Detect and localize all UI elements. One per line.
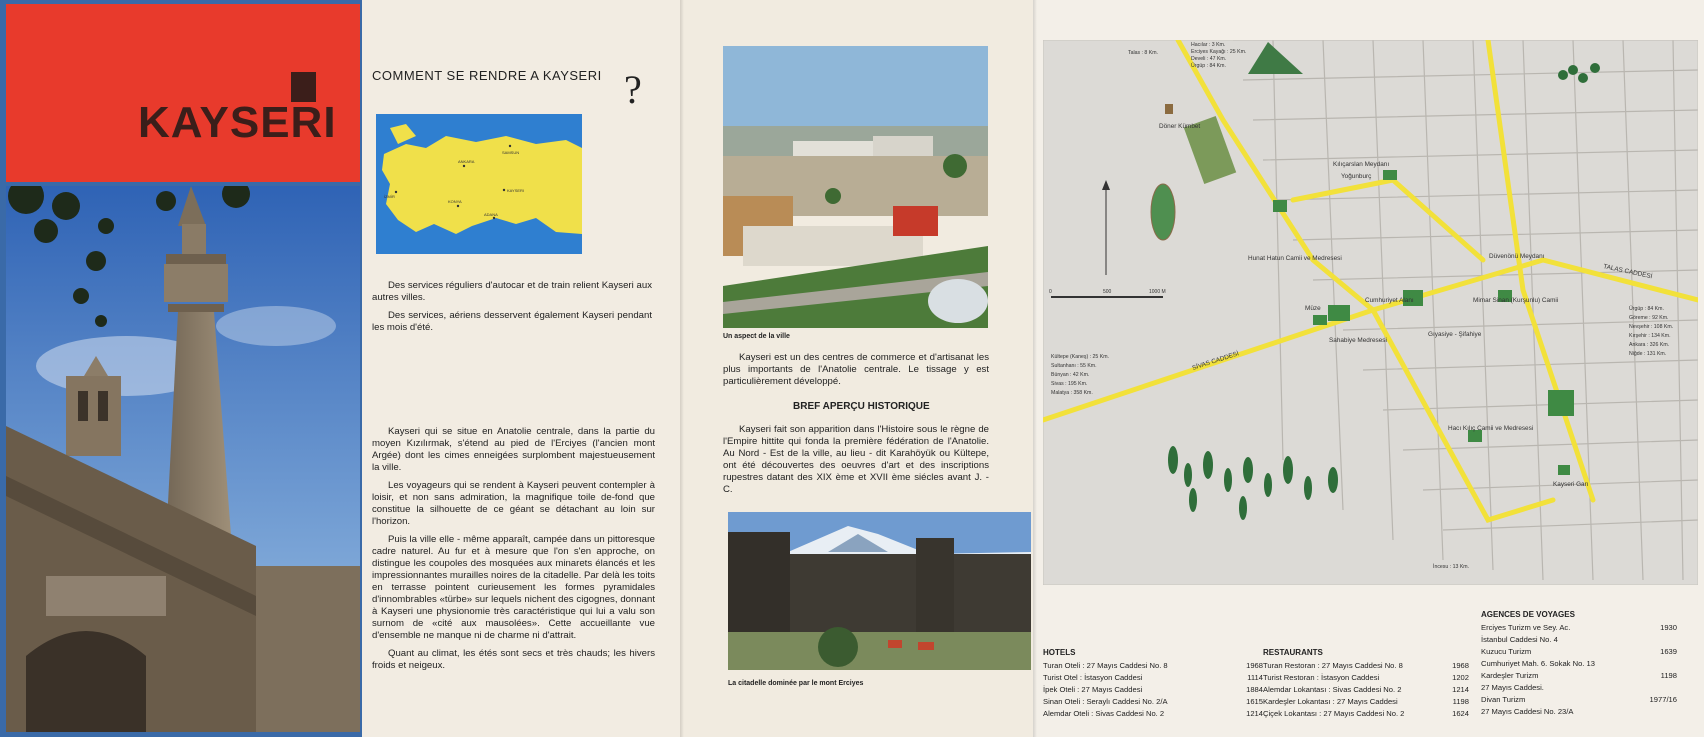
list-item — [1263, 685, 1469, 697]
distance-left-1: Sultanhanı : 55 Km. — [1051, 363, 1097, 369]
agency-phone: 1977/16 — [1649, 695, 1677, 704]
map-label-samsun: SAMSUN — [502, 150, 520, 155]
hotel-name: İpek Oteli : 27 Mayıs Caddesi — [1043, 685, 1143, 694]
map-panel — [1033, 0, 1704, 737]
hotels-heading: HOTELS — [1043, 648, 1076, 657]
map-label-adana: ADANA — [484, 212, 498, 217]
map-label-gar: Kayseri Garı — [1553, 481, 1589, 488]
distance-left-4: Malatya : 358 Km. — [1051, 390, 1093, 396]
agencies-heading: AGENCES DE VOYAGES — [1481, 610, 1575, 619]
description-paragraph: Kayseri qui se situe en Anatolie centrale, dans la partie du moyen Kızılırmak, s'étend au pied de l'Erciyes (l'ancien mont Argée) dont les cimes enneigées surplombent majestueusement la ville. — [372, 426, 655, 473]
agency-name: Divan Turizm — [1481, 695, 1526, 704]
list-item — [1263, 709, 1469, 721]
list-item — [1043, 661, 1263, 673]
scale-label-end: 1000 M — [1149, 289, 1166, 295]
list-item — [1263, 697, 1469, 709]
agency-name: Kardeşler Turizm — [1481, 671, 1539, 680]
list-item — [1481, 635, 1677, 647]
commerce-text — [723, 352, 989, 394]
map-label-konya: KONYA — [448, 199, 462, 204]
description-paragraph: Quant au climat, les étés sont secs et très chauds; les hivers froids et neigeux. — [372, 648, 655, 671]
hotel-phone: 1968 — [1246, 661, 1263, 670]
city-photo-caption: Un aspect de la ville — [723, 333, 790, 340]
distance-top-4: Ürgüp : 84 Km. — [1191, 63, 1226, 69]
distance-right-2: Nevşehir : 108 Km. — [1629, 324, 1674, 330]
list-item — [1481, 683, 1677, 695]
scale-label-0: 0 — [1049, 289, 1052, 295]
list-item — [1043, 673, 1263, 685]
list-item — [1043, 697, 1263, 709]
list-item — [1263, 661, 1469, 673]
description-text — [372, 426, 655, 678]
commerce-paragraph: Kayseri est un des centres de commerce et d'artisanat les plus importants de l'Anatolie centrale. Le tissage y est particulièrement développé. — [723, 352, 989, 387]
citadel-photo-caption: La citadelle dominée par le mont Erciyes — [728, 680, 864, 687]
cover-panel — [0, 0, 362, 737]
restaurant-phone: 1968 — [1452, 661, 1469, 670]
map-label-yogunburc: Yoğunburç — [1341, 173, 1372, 180]
list-item — [1481, 707, 1677, 719]
history-heading: BREF APERÇU HISTORIQUE — [793, 401, 930, 412]
map-label-kilicarslan: Kılıçarslan Meydanı — [1333, 161, 1390, 168]
distance-right-5: Niğde : 131 Km. — [1629, 351, 1667, 357]
map-label-muze: Müze — [1305, 305, 1321, 312]
restaurant-name: Alemdar Lokantası : Sivas Caddesi No. 2 — [1263, 685, 1402, 694]
list-item — [1481, 647, 1677, 659]
map-label-sahabiye: Sahabiye Medresesi — [1329, 337, 1387, 344]
hotel-name: Alemdar Oteli : Sivas Caddesi No. 2 — [1043, 709, 1165, 718]
distance-bottom: İncesu : 13 Km. — [1433, 564, 1470, 570]
agency-phone: 1639 — [1660, 647, 1677, 656]
distance-left-3: Sivas : 195 Km. — [1051, 381, 1088, 387]
map-label-doner-kumbet: Döner Kümbet — [1159, 123, 1201, 130]
map-label-izmir: İZMİR — [384, 194, 395, 199]
transport-paragraph: Des services réguliers d'autocar et de train relient Kayseri aux autres villes. — [372, 280, 652, 303]
restaurants-list — [1263, 648, 1469, 721]
history-paragraph: Kayseri fait son apparition dans l'Histoire sous le règne de l'Empire hittite qui fonda la première fédération de l'Anatolie. Au Nord - Est de la ville, au lieu - dit Karahöyük ou Kültepe, ont été découvertes des oeuvres d'art et des inscriptions rupestres datant des XIX ème et XVII ème siécles avant J. - C. — [723, 424, 989, 495]
distance-top-3: Develi : 47 Km. — [1191, 56, 1227, 62]
history-panel — [680, 0, 1033, 737]
distance-right-3: Kırşehir : 134 Km. — [1629, 333, 1671, 339]
restaurant-phone: 1214 — [1452, 685, 1469, 694]
scale-label-mid: 500 — [1103, 289, 1112, 295]
map-label-cumhuriyet: Cumhuriyet Alanı — [1365, 297, 1414, 304]
restaurants-heading: RESTAURANTS — [1263, 648, 1323, 657]
restaurant-name: Çiçek Lokantası : 27 Mayıs Caddesi No. 2 — [1263, 709, 1405, 718]
agencies-list — [1481, 610, 1677, 719]
distance-right-0: Ürgüp : 84 Km. — [1629, 306, 1664, 312]
agency-name: İstanbul Caddesi No. 4 — [1481, 635, 1558, 644]
list-item — [1263, 673, 1469, 685]
agency-phone: 1930 — [1660, 623, 1677, 632]
hotel-phone: 1214 — [1246, 709, 1263, 718]
agency-name: Cumhuriyet Mah. 6. Sokak No. 13 — [1481, 659, 1595, 668]
agency-name: Kuzucu Turizm — [1481, 647, 1532, 656]
distance-top-1: Hacılar : 3 Km. — [1191, 42, 1226, 48]
list-item — [1043, 685, 1263, 697]
distance-right-4: Ankara : 326 Km. — [1629, 342, 1670, 348]
hotel-phone: 1884 — [1246, 685, 1263, 694]
access-heading: COMMENT SE RENDRE A KAYSERI — [372, 68, 602, 83]
agency-phone: 1198 — [1660, 671, 1677, 680]
hotel-phone: 1114 — [1247, 673, 1263, 682]
restaurant-phone: 1624 — [1452, 709, 1469, 718]
map-label-haci-kilic: Hacı Kılıç Camii ve Medresesi — [1448, 425, 1534, 432]
hotels-list — [1043, 648, 1263, 721]
restaurant-name: Turan Restoran : 27 Mayıs Caddesi No. 8 — [1263, 661, 1403, 670]
hotel-name: Turan Oteli : 27 Mayıs Caddesi No. 8 — [1043, 661, 1168, 670]
map-label-talas-road: TALAS CADDESİ — [1602, 263, 1653, 281]
list-item — [1481, 695, 1677, 707]
map-label-duvenonu: Düvenönü Meydanı — [1489, 253, 1545, 260]
map-label-giyasiye: Gıyasiye - Şifahiye — [1428, 331, 1482, 338]
distance-left-0: Kültepe (Kaneş) : 25 Km. — [1051, 354, 1109, 360]
turkey-map — [376, 114, 582, 254]
distance-top-0: Talas : 8 Km. — [1128, 50, 1158, 56]
restaurant-name: Turist Restoran : İstasyon Caddesi — [1263, 673, 1380, 682]
list-item — [1481, 623, 1677, 635]
restaurant-name: Kardeşler Lokantası : 27 Mayıs Caddesi — [1263, 697, 1398, 706]
list-item — [1481, 659, 1677, 671]
list-item — [1481, 671, 1677, 683]
city-map — [1043, 40, 1698, 585]
map-label-sivas-road: SİVAS CADDESİ — [1191, 350, 1240, 372]
distance-right-1: Göreme : 92 Km. — [1629, 315, 1669, 321]
restaurant-phone: 1202 — [1452, 673, 1469, 682]
hotel-name: Turist Otel : İstasyon Caddesi — [1043, 673, 1143, 682]
description-paragraph: Puis la ville elle - même apparaît, campée dans un pittoresque cadre naturel. Au fur et à mesure que l'on s'en approche, on distingue les coupoles des mosquées aux minarets élancés et les impressionnantes murailles noires de la citadelle. Par delà les toits en terrasse pointent curieusement les formes pyramidales d'innombrables «türbe» sur lequels nichent des cigognes, donnant à Kayseri une physionomie très caractéristique qui lui a valu son surnom de «cité aux mausolées». Cette accueillante vue d'ensemble ne manque ni de charme ni d'attrait. — [372, 534, 655, 641]
restaurant-phone: 1198 — [1452, 697, 1469, 706]
map-label-mimar-sinan: Mimar Sinan (Kurşunlu) Camii — [1473, 297, 1559, 304]
question-mark: ? — [624, 67, 642, 112]
agency-name: 27 Mayıs Caddesi. — [1481, 683, 1544, 692]
transport-text — [372, 280, 652, 340]
map-label-hunat-hatun: Hunat Hatun Camii ve Medresesi — [1248, 255, 1342, 262]
distance-top-2: Erciyes Kayağı : 25 Km. — [1191, 49, 1247, 55]
distance-left-2: Bünyan : 42 Km. — [1051, 372, 1090, 378]
minaret-photo — [6, 186, 360, 732]
transport-paragraph: Des services, aériens desservent également Kayseri pendant les mois d'été. — [372, 310, 652, 333]
agency-name: Erciyes Turizm ve Sey. Ac. — [1481, 623, 1571, 632]
hotel-name: Sinan Oteli : Seraylı Caddesi No. 2/A — [1043, 697, 1168, 706]
map-label-kayseri: KAYSERI — [507, 188, 525, 193]
description-paragraph: Les voyageurs qui se rendent à Kayseri peuvent contempler à loisir, et non sans admiration, la magnifique toile de-fond que constitue la silhouette de ce géant se détachant au loin sur l'horizon. — [372, 480, 655, 527]
cover-title: KAYSERI — [138, 98, 337, 147]
map-label-ankara: ANKARA — [458, 159, 475, 164]
hotel-phone: 1615 — [1246, 697, 1263, 706]
access-panel — [362, 0, 680, 737]
city-view-photo — [723, 46, 988, 328]
list-item — [1043, 709, 1263, 721]
agency-name: 27 Mayıs Caddesi No. 23/A — [1481, 707, 1574, 716]
history-text — [723, 424, 989, 502]
citadel-photo — [728, 512, 1031, 670]
